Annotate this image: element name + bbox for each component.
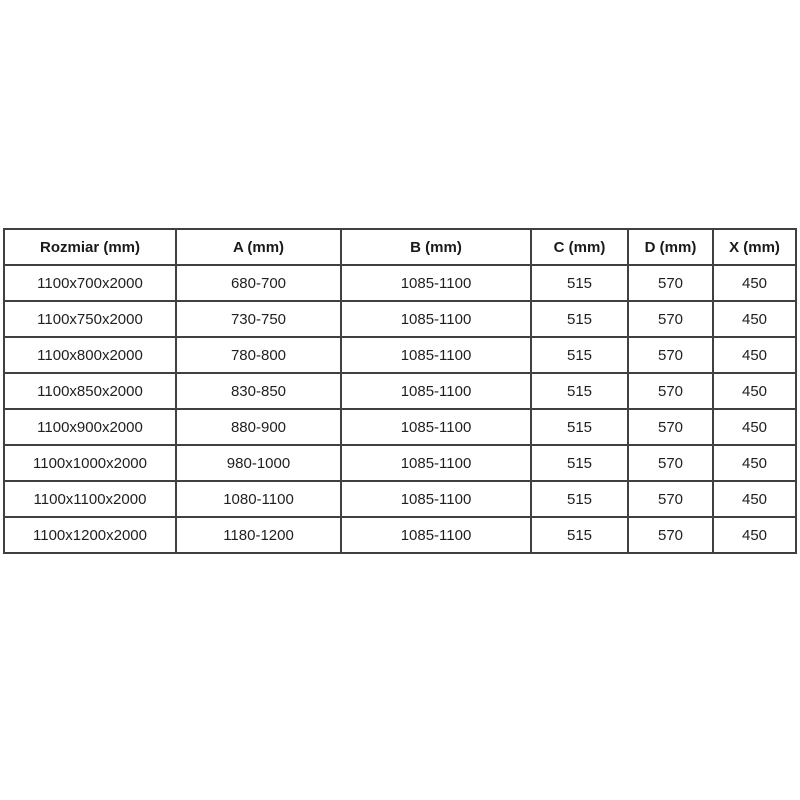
cell-a: 980-1000 [176,445,341,481]
cell-a: 730-750 [176,301,341,337]
column-header-x: X (mm) [713,229,796,265]
cell-b: 1085-1100 [341,337,531,373]
cell-x: 450 [713,301,796,337]
table-row [4,301,796,337]
cell-x: 450 [713,265,796,301]
cell-c: 515 [531,481,628,517]
column-header-c: C (mm) [531,229,628,265]
cell-b: 1085-1100 [341,517,531,553]
cell-d: 570 [628,301,713,337]
cell-x: 450 [713,337,796,373]
cell-rozmiar: 1100x1200x2000 [4,517,176,553]
cell-rozmiar: 1100x1100x2000 [4,481,176,517]
column-header-b: B (mm) [341,229,531,265]
cell-rozmiar: 1100x900x2000 [4,409,176,445]
cell-d: 570 [628,373,713,409]
cell-x: 450 [713,409,796,445]
cell-c: 515 [531,517,628,553]
cell-c: 515 [531,301,628,337]
table-row [4,409,796,445]
cell-a: 780-800 [176,337,341,373]
cell-d: 570 [628,337,713,373]
cell-d: 570 [628,265,713,301]
cell-a: 880-900 [176,409,341,445]
cell-x: 450 [713,481,796,517]
cell-rozmiar: 1100x800x2000 [4,337,176,373]
cell-x: 450 [713,445,796,481]
table-row [4,481,796,517]
cell-rozmiar: 1100x700x2000 [4,265,176,301]
cell-c: 515 [531,409,628,445]
table-row [4,517,796,553]
cell-d: 570 [628,409,713,445]
cell-a: 1080-1100 [176,481,341,517]
cell-c: 515 [531,265,628,301]
cell-b: 1085-1100 [341,445,531,481]
cell-c: 515 [531,337,628,373]
cell-b: 1085-1100 [341,373,531,409]
cell-d: 570 [628,517,713,553]
column-header-rozmiar: Rozmiar (mm) [4,229,176,265]
cell-a: 680-700 [176,265,341,301]
cell-d: 570 [628,445,713,481]
cell-x: 450 [713,517,796,553]
header-row [4,229,796,265]
cell-rozmiar: 1100x850x2000 [4,373,176,409]
cell-b: 1085-1100 [341,481,531,517]
cell-b: 1085-1100 [341,301,531,337]
table-row [4,445,796,481]
cell-c: 515 [531,445,628,481]
cell-b: 1085-1100 [341,409,531,445]
column-header-d: D (mm) [628,229,713,265]
cell-a: 830-850 [176,373,341,409]
cell-rozmiar: 1100x750x2000 [4,301,176,337]
cell-a: 1180-1200 [176,517,341,553]
column-header-a: A (mm) [176,229,341,265]
cell-c: 515 [531,373,628,409]
table-row [4,337,796,373]
cell-rozmiar: 1100x1000x2000 [4,445,176,481]
cell-d: 570 [628,481,713,517]
table-row [4,373,796,409]
cell-b: 1085-1100 [341,265,531,301]
dimensions-table [3,228,797,554]
cell-x: 450 [713,373,796,409]
table-row [4,265,796,301]
